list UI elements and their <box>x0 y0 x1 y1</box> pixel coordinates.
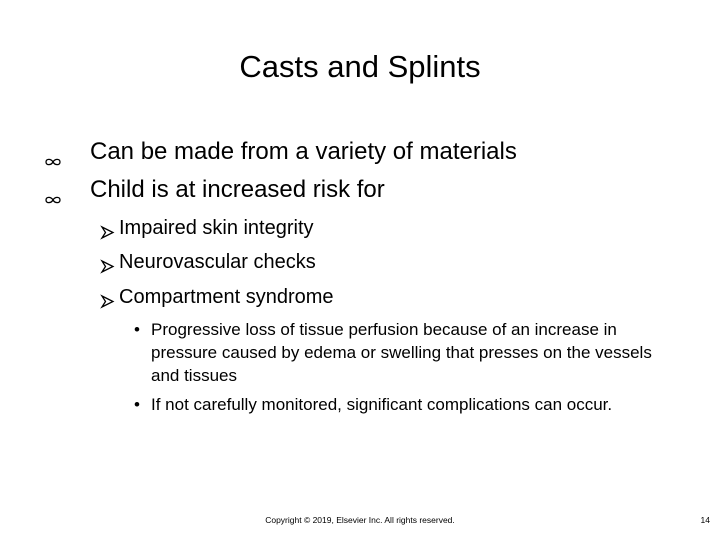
slide-title: Casts and Splints <box>239 49 481 84</box>
sub-bullet-text: Impaired skin integrity <box>119 217 314 239</box>
infinity-bullet-icon <box>44 184 62 196</box>
arrow-bullet-icon <box>100 290 115 305</box>
copyright-footer: Copyright © 2019, Elsevier Inc. All rights reserved. <box>265 515 455 525</box>
detail-bullet-item <box>134 393 654 416</box>
dot-bullet-icon: • <box>134 395 140 414</box>
page-number: 14 <box>700 515 710 525</box>
sub-bullet-text: Neurovascular checks <box>119 251 316 273</box>
bullet-text: Child is at increased risk for <box>90 176 385 203</box>
arrow-bullet-icon <box>100 255 115 270</box>
sub-bullet-text: Compartment syndrome <box>119 286 334 308</box>
infinity-bullet-icon <box>44 146 62 158</box>
detail-bullet-item <box>134 318 654 387</box>
bullet-text: Can be made from a variety of materials <box>90 138 517 165</box>
dot-bullet-icon: • <box>134 320 140 339</box>
detail-bullet-text: Progressive loss of tissue perfusion because of an increase in pressure caused by edema or swelling that presses on the vessels and tissues <box>151 320 652 385</box>
arrow-bullet-icon <box>100 221 115 236</box>
detail-bullet-text: If not carefully monitored, significant complications can occur. <box>151 395 613 414</box>
